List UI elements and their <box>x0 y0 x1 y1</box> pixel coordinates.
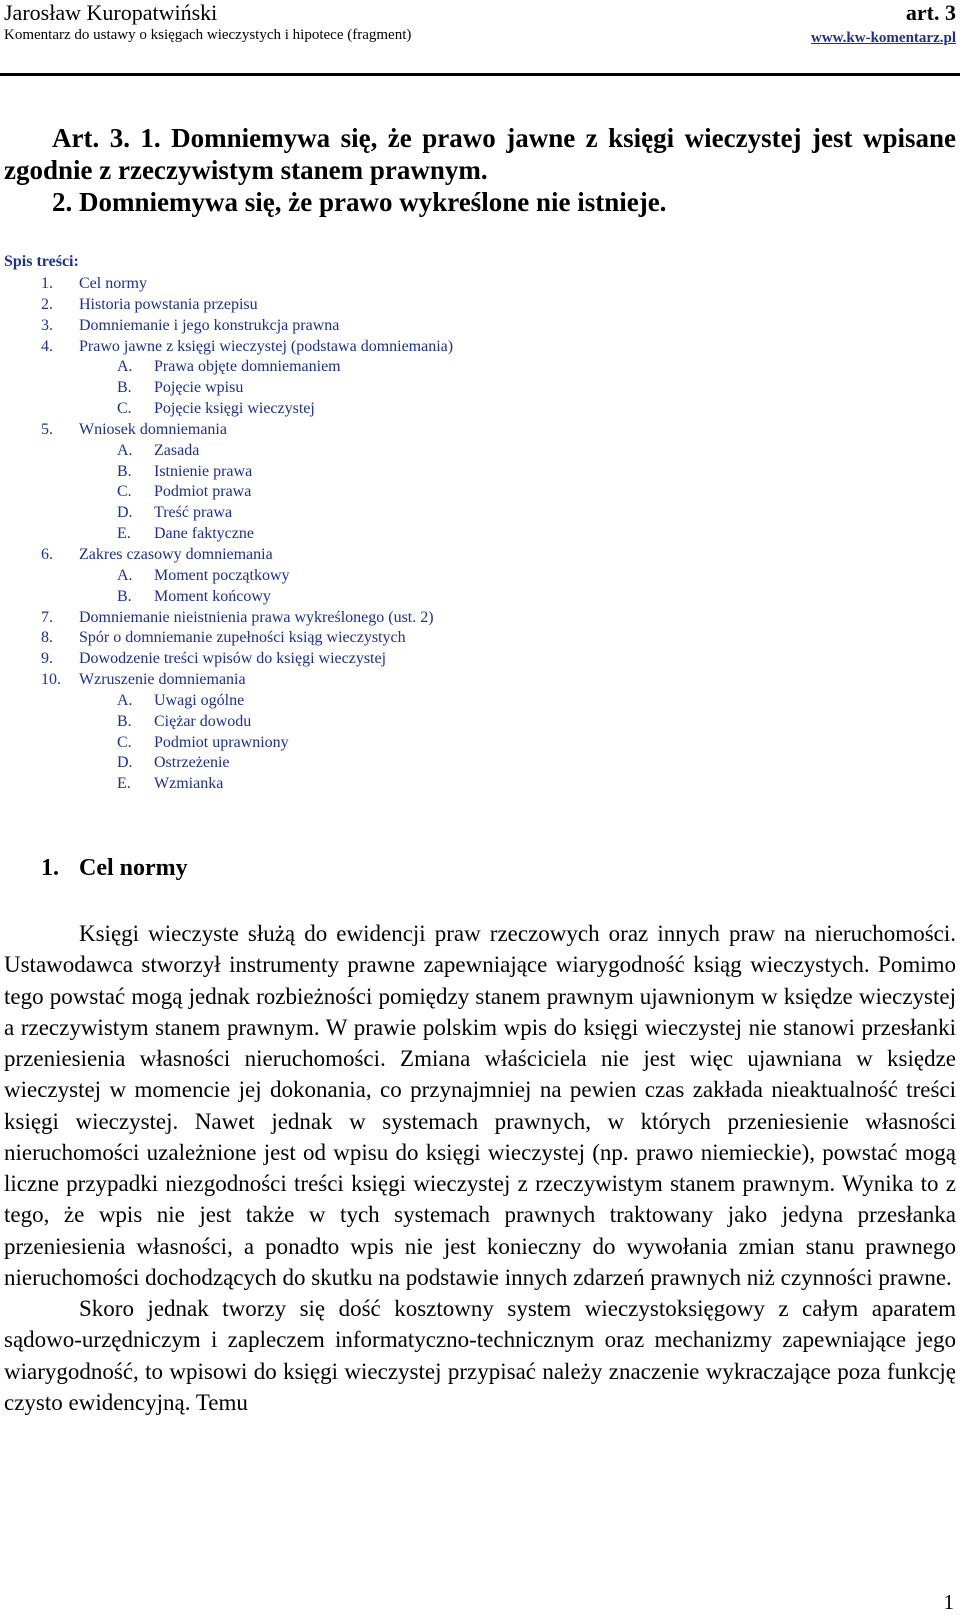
toc-item-number: 7. <box>41 608 53 626</box>
section-title-text: Cel normy <box>79 855 188 881</box>
toc-item[interactable] <box>0 670 960 691</box>
header-article-label: art. 3 <box>905 0 956 25</box>
toc-item-label: Podmiot prawa <box>154 483 252 501</box>
toc-item-label: Zakres czasowy domniemania <box>79 545 273 563</box>
article-paragraph-1 <box>4 122 956 186</box>
toc-item-label: Historia powstania przepisu <box>79 295 258 313</box>
section-body <box>4 918 956 1418</box>
toc-item[interactable] <box>0 274 960 295</box>
header-url-link[interactable]: www.kw-komentarz.pl <box>811 30 956 46</box>
toc-item[interactable] <box>0 649 960 670</box>
toc-item[interactable] <box>0 733 960 754</box>
toc-item-label: Moment końcowy <box>154 587 271 605</box>
section-title <box>41 855 188 882</box>
toc-item-number: A. <box>117 566 133 584</box>
toc-item-number: 4. <box>41 337 53 355</box>
toc-item[interactable] <box>0 316 960 337</box>
toc-item[interactable] <box>0 295 960 316</box>
toc-item-number: 6. <box>41 545 53 563</box>
article-paragraph-2 <box>4 186 956 218</box>
article-title <box>4 122 956 218</box>
toc-item-number: E. <box>117 775 131 793</box>
toc-item[interactable] <box>0 399 960 420</box>
toc-item-label: Dowodzenie treści wpisów do księgi wieczystej <box>79 650 387 668</box>
toc-item[interactable] <box>0 566 960 587</box>
toc-item[interactable] <box>0 420 960 441</box>
toc-item[interactable] <box>0 712 960 733</box>
toc-item-number: 3. <box>41 316 53 334</box>
table-of-contents <box>0 274 960 795</box>
article-paragraph-2-text: 2. Domniemywa się, że prawo wykreślone nie istnieje. <box>52 187 667 217</box>
section-number: 1. <box>41 855 59 881</box>
toc-item-label: Ciężar dowodu <box>154 712 252 730</box>
body-paragraph-1: Księgi wieczyste służą do ewidencji praw rzeczowych oraz innych praw na nieruchomości. Ustawodawca stworzył instrumenty prawne zapewniające wiarygodność ksiąg wieczystych. Pomimo tego powstać mogą jednak rozbieżności pomiędzy stanem prawnym ujawnionym w księdze wieczystej a rzeczywistym stanem prawnym. W prawie polskim wpis do księgi wieczystej nie stanowi przesłanki przeniesienia własności nieruchomości. Zmiana właściciela nie jest więc ujawniana w księdze wieczystej w momencie jej dokonania, co przynajmniej na pewien czas zakłada nieaktualność treści księgi wieczystej. Nawet jednak w systemach prawnych, w których przeniesienie własności nieruchomości uzależnione jest od wpisu do księgi wieczystej (np. prawo niemieckie), powstać mogą liczne przypadki niezgodności treści księgi wieczystej z rzeczywistym stanem prawnym. Wynika to z tego, że wpis nie jest także w tych systemach prawnych traktowany jako jedyna przesłanka przeniesienia własności, a ponadto wpis nie jest konieczny do wywołania zmian stanu prawnego nieruchomości dochodzących do skutku na podstawie innych zdarzeń prawnych niż czynności prawne. <box>4 921 956 1290</box>
toc-item-number: C. <box>117 733 132 751</box>
toc-item-number: 1. <box>41 275 53 292</box>
body-paragraph-2: Skoro jednak tworzy się dość kosztowny system wieczystoksięgowy z całym aparatem sądowo-urzędniczym i zapleczem informatyczno-technicznym oraz mechanizmy zapewniające jego wiarygodność, to wpisowi do księgi wieczystej przypisać należy znaczenie wykraczające poza funkcję czysto ewidencyjną. Temu <box>4 1296 956 1415</box>
toc-item[interactable] <box>0 628 960 649</box>
article-paragraph-1-text: Art. 3. 1. Domniemywa się, że prawo jawne z księgi wieczystej jest wpisane zgodnie z rzeczywistym stanem prawnym. <box>4 123 956 185</box>
toc-item-number: E. <box>117 525 131 543</box>
toc-item-label: Podmiot uprawniony <box>154 733 289 751</box>
toc-item-label: Ostrzeżenie <box>154 754 230 772</box>
toc-item-number: A. <box>117 441 133 459</box>
toc-item-number: 9. <box>41 650 53 668</box>
toc-item-number: C. <box>117 483 132 501</box>
toc-item-number: D. <box>117 504 133 522</box>
toc-item-label: Prawa objęte domniemaniem <box>154 358 341 376</box>
toc-item-number: 8. <box>41 629 53 647</box>
toc-item-label: Prawo jawne z księgi wieczystej (podstawa domniemania) <box>79 337 454 355</box>
toc-item-number: A. <box>117 358 133 376</box>
toc-item[interactable] <box>0 462 960 483</box>
toc-item[interactable] <box>0 587 960 608</box>
toc-item[interactable] <box>0 441 960 462</box>
toc-item-label: Cel normy <box>79 275 147 292</box>
page-number: 1 <box>943 1590 954 1614</box>
toc-item-number: B. <box>117 587 132 605</box>
toc-item-label: Moment początkowy <box>154 566 290 584</box>
toc-item-label: Uwagi ogólne <box>154 691 245 709</box>
toc-item-number: B. <box>117 379 132 397</box>
toc-item[interactable] <box>0 378 960 399</box>
toc-item-label: Pojęcie wpisu <box>154 379 244 397</box>
toc-item[interactable] <box>0 545 960 566</box>
toc-item-label: Zasada <box>154 441 200 459</box>
toc-item-label: Domniemanie nieistnienia prawa wykreślonego (ust. 2) <box>79 608 434 626</box>
toc-item-number: 5. <box>41 420 53 438</box>
toc-item-label: Pojęcie księgi wieczystej <box>154 400 315 418</box>
toc-item-number: B. <box>117 462 132 480</box>
toc-item-number: D. <box>117 754 133 772</box>
toc-item-label: Domniemanie i jego konstrukcja prawna <box>79 316 340 334</box>
toc-item-label: Istnienie prawa <box>154 462 253 480</box>
toc-item-number: 2. <box>41 295 53 313</box>
toc-item[interactable] <box>0 524 960 545</box>
header-subtitle: Komentarz do ustawy o księgach wieczystych i hipotece (fragment) <box>4 27 412 43</box>
toc-heading[interactable]: Spis treści: <box>4 253 79 270</box>
toc-item[interactable] <box>0 357 960 378</box>
toc-item-label: Spór o domniemanie zupełności ksiąg wieczystych <box>79 629 406 647</box>
toc-item[interactable] <box>0 482 960 503</box>
toc-item[interactable] <box>0 691 960 712</box>
toc-item-number: C. <box>117 400 132 418</box>
toc-item-label: Dane faktyczne <box>154 525 254 543</box>
toc-item-label: Wzmianka <box>154 775 224 793</box>
toc-item[interactable] <box>0 503 960 524</box>
toc-item[interactable] <box>0 608 960 629</box>
header-author: Jarosław Kuropatwiński <box>4 0 218 25</box>
toc-item[interactable] <box>0 337 960 358</box>
toc-item-label: Wniosek domniemania <box>79 420 227 438</box>
toc-item[interactable] <box>0 753 960 774</box>
toc-item-number: A. <box>117 691 133 709</box>
header-divider <box>0 73 960 76</box>
toc-item-number: B. <box>117 712 132 730</box>
toc-item-number: 10. <box>41 671 61 689</box>
toc-item-label: Treść prawa <box>154 504 233 522</box>
toc-item-label: Wzruszenie domniemania <box>79 671 246 689</box>
toc-item[interactable] <box>0 774 960 795</box>
